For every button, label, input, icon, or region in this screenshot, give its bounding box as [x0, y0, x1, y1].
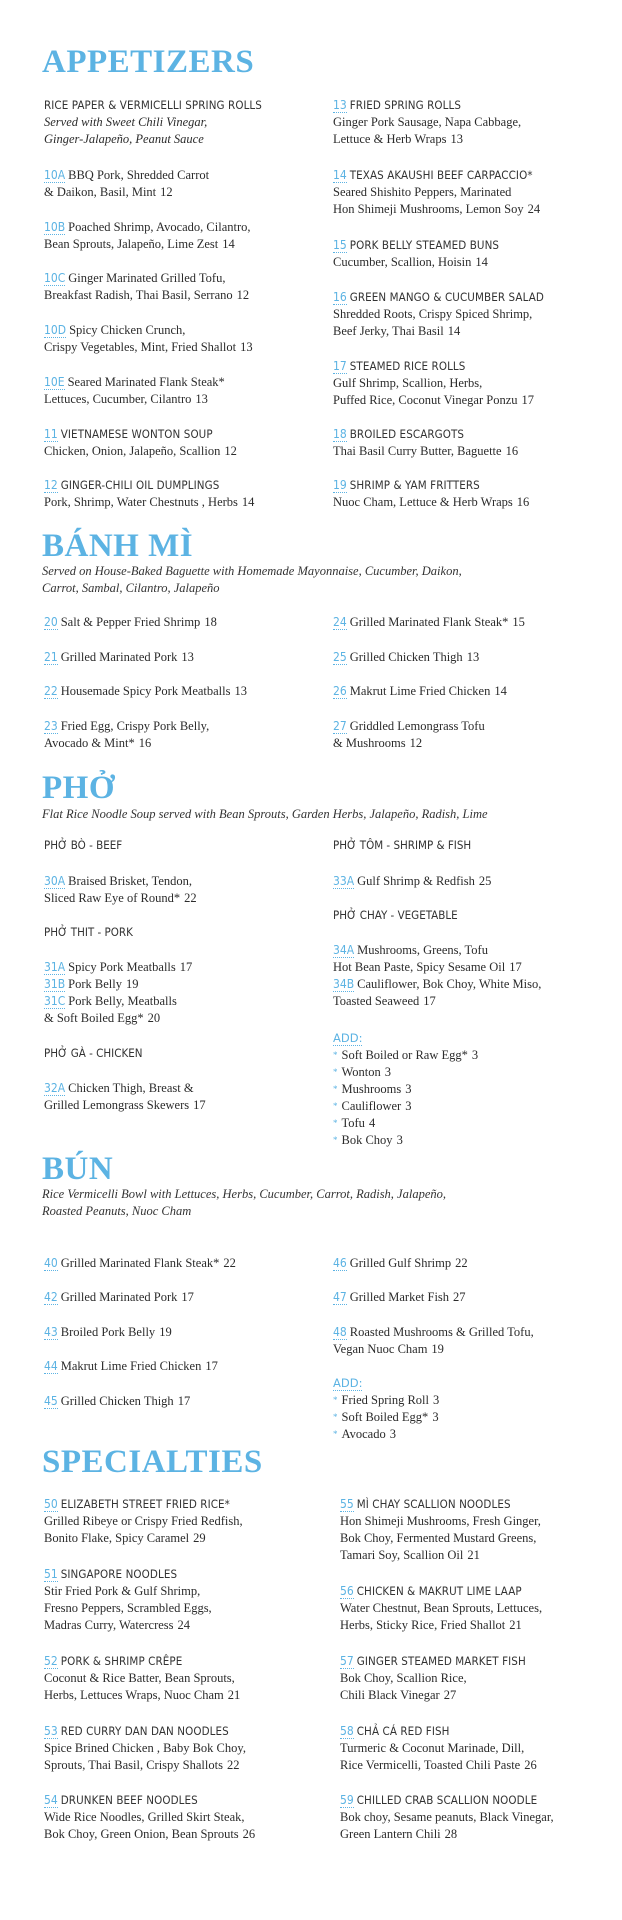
item-desc: Mushrooms, Greens, Tofu [357, 943, 488, 957]
item-name: SINGAPORE NOODLES [60, 1567, 178, 1581]
item-desc-2: Bonito Flake, Spicy Caramel [44, 1531, 190, 1545]
item-number: 14 [333, 168, 347, 182]
menu-item [44, 219, 319, 253]
item-desc: Gulf Shrimp & Redfish [357, 874, 475, 888]
item-price: 12 [409, 736, 423, 750]
item-name: VIETNAMESE WONTON SOUP [60, 427, 213, 441]
item-number: 27 [333, 719, 347, 733]
item-desc-2: Puffed Rice, Coconut Vinegar Ponzu [333, 393, 518, 407]
menu-item [340, 1496, 615, 1564]
item-price: 25 [478, 874, 492, 888]
item-number: 18 [333, 427, 347, 441]
item-desc: Hon Shimeji Mushrooms, Fresh Ginger, [340, 1514, 541, 1528]
item-price: 19 [125, 977, 139, 991]
menu-item [44, 1289, 319, 1306]
menu-item [44, 1358, 319, 1375]
item-number: 32A [44, 1081, 66, 1095]
item-number: 34B [333, 977, 355, 991]
item-desc: Thai Basil Curry Butter, Baguette [333, 444, 502, 458]
item-name: FRIED SPRING ROLLS [349, 98, 462, 112]
menu-item [44, 426, 319, 460]
item-number: 11 [44, 427, 58, 441]
item-number: 44 [44, 1359, 58, 1373]
menu-item [44, 374, 319, 408]
item-desc: Cucumber, Scallion, Hoisin [333, 255, 472, 269]
item-desc-2: & Daikon, Basil, Mint [44, 185, 157, 199]
item-number: 48 [333, 1325, 347, 1339]
item-name: GINGER-CHILI OIL DUMPLINGS [60, 478, 220, 492]
menu-item [333, 718, 608, 752]
add-price: 3 [384, 1065, 392, 1079]
item-desc: Poached Shrimp, Avocado, Cilantro, [68, 220, 251, 234]
menu-item [44, 1723, 319, 1774]
item-price: 15 [512, 615, 525, 629]
item-name: CHICKEN & MAKRUT LIME LAAP [356, 1584, 522, 1598]
item-price: 13 [234, 684, 247, 698]
item-price: 27 [453, 1290, 466, 1304]
menu-item [44, 477, 319, 511]
item-number: 31B [44, 977, 66, 991]
item-desc: Braised Brisket, Tendon, [68, 874, 193, 888]
item-desc: Gulf Shrimp, Scallion, Herbs, [333, 376, 483, 390]
item-desc-3: Madras Curry, Watercress [44, 1618, 174, 1632]
item-desc-2: Chili Black Vinegar [340, 1688, 440, 1702]
item-number: 52 [44, 1654, 58, 1668]
add-item: * Soft Boiled Egg* 3 [333, 1410, 439, 1424]
item-name: RICE PAPER & VERMICELLI SPRING ROLLS [44, 98, 262, 112]
item-desc: Grilled Marinated Flank Steak* [60, 1256, 220, 1270]
item-number: 22 [44, 684, 58, 698]
item-price: 17 [423, 994, 436, 1008]
item-desc-2: Hon Shimeji Mushrooms, Lemon Soy [333, 202, 524, 216]
item-price: 19 [159, 1325, 172, 1339]
bun-subtitle [42, 1186, 582, 1220]
item-number: 10C [44, 271, 66, 285]
item-desc: Wide Rice Noodles, Grilled Skirt Steak, [44, 1810, 245, 1824]
item-number: 12 [44, 478, 58, 492]
item-desc-2: Fresno Peppers, Scrambled Eggs, [44, 1601, 212, 1615]
menu-item [333, 167, 608, 218]
item-price: 17 [177, 1394, 191, 1408]
banhmi-title: BÁNH MÌ [42, 528, 194, 564]
item-desc: Housemade Spicy Pork Meatballs [60, 684, 231, 698]
item-desc: Coconut & Rice Batter, Bean Sprouts, [44, 1671, 235, 1685]
item-number: 45 [44, 1394, 58, 1408]
item-desc: Ginger Pork Sausage, Napa Cabbage, [333, 115, 522, 129]
menu-item [44, 1792, 319, 1843]
item-desc: Spicy Pork Meatballs [68, 960, 176, 974]
add-desc: Soft Boiled or Raw Egg* [341, 1048, 468, 1062]
item-price: 21 [509, 1618, 522, 1632]
menu-item [44, 270, 319, 304]
item-price: 14 [494, 684, 507, 698]
item-number: 26 [333, 684, 347, 698]
menu-item [44, 1255, 319, 1272]
item-price: 29 [193, 1531, 206, 1545]
item-number: 59 [340, 1793, 354, 1807]
bun-subtitle-line-1: Rice Vermicelli Bowl with Lettuces, Herbs, Cucumber, Carrot, Radish, Jalapeño, [42, 1187, 447, 1201]
item-price: 13 [181, 650, 194, 664]
bun-subtitle-line-2: Roasted Peanuts, Nuoc Cham [42, 1204, 192, 1218]
item-price: 18 [204, 615, 217, 629]
item-price: 16 [505, 444, 519, 458]
item-price: 12 [224, 444, 237, 458]
item-price: 14 [241, 495, 255, 509]
specialties-title: SPECIALTIES [42, 1444, 263, 1480]
item-desc: Bok choy, Sesame peanuts, Black Vinegar, [340, 1810, 554, 1824]
item-desc: Grilled Gulf Shrimp [349, 1256, 452, 1270]
item-desc-2: Lettuce & Herb Wraps [333, 132, 447, 146]
add-item: * Soft Boiled or Raw Egg* 3 [333, 1048, 479, 1062]
item-desc-2: Bok Choy, Green Onion, Bean Sprouts [44, 1827, 239, 1841]
menu-item [44, 683, 319, 700]
item-name: DRUNKEN BEEF NOODLES [60, 1793, 198, 1807]
item-number: 43 [44, 1325, 58, 1339]
add-item: * Cauliflower 3 [333, 1099, 412, 1113]
item-number: 47 [333, 1290, 347, 1304]
item-price: 17 [521, 393, 535, 407]
add-item: * Avocado 3 [333, 1427, 396, 1441]
item-price: 19 [431, 1342, 444, 1356]
item-number: 31C [44, 994, 66, 1008]
item-desc: Grilled Ribeye or Crispy Fried Redfish, [44, 1514, 243, 1528]
pho-thit-heading: PHỞ THIT - PORK [44, 925, 133, 939]
item-price: 17 [509, 960, 522, 974]
menu-item [44, 649, 319, 666]
menu-item [333, 358, 608, 409]
item-number: 31A [44, 960, 66, 974]
appetizers-title: APPETIZERS [42, 44, 255, 80]
item-number: 30A [44, 874, 66, 888]
menu-item [340, 1653, 615, 1704]
item-price: 13 [195, 392, 208, 406]
item-price: 13 [466, 650, 480, 664]
menu-item [340, 1583, 615, 1634]
add-item: * Fried Spring Roll 3 [333, 1393, 440, 1407]
item-price: 13 [240, 340, 253, 354]
item-name: GINGER STEAMED MARKET FISH [356, 1654, 526, 1668]
item-desc: Pork Belly [68, 977, 122, 991]
item-number: 42 [44, 1290, 58, 1304]
pho-tom-heading: PHỞ TÔM - SHRIMP & FISH [333, 838, 472, 852]
item-name: RED CURRY DAN DAN NOODLES [60, 1724, 229, 1738]
item-desc-2: Ginger-Jalapeño, Peanut Sauce [44, 132, 204, 146]
item-desc-2: Bok Choy, Fermented Mustard Greens, [340, 1531, 537, 1545]
add-desc: Tofu [341, 1116, 365, 1130]
item-number: 17 [333, 359, 347, 373]
menu-item [333, 97, 608, 148]
item-number: 10D [44, 323, 67, 337]
add-item: * Wonton 3 [333, 1065, 392, 1079]
item-desc: Ginger Marinated Grilled Tofu, [68, 271, 226, 285]
menu-item [333, 614, 608, 631]
item-number: 51 [44, 1567, 58, 1581]
item-name: BROILED ESCARGOTS [349, 427, 465, 441]
item-price: 28 [444, 1827, 458, 1841]
menu-item [333, 477, 608, 511]
item-desc-2: Beef Jerky, Thai Basil [333, 324, 444, 338]
add-desc: Wonton [341, 1065, 381, 1079]
item-desc: Seared Marinated Flank Steak* [67, 375, 225, 389]
item-name: ELIZABETH STREET FRIED RICE* [60, 1497, 230, 1511]
item-desc-2: Herbs, Lettuces Wraps, Nuoc Cham [44, 1688, 224, 1702]
item-desc-2: Sliced Raw Eye of Round* [44, 891, 181, 905]
item-price: 22 [226, 1758, 240, 1772]
item-desc: Grilled Marinated Flank Steak* [349, 615, 509, 629]
item-name: CHILLED CRAB SCALLION NOODLE [356, 1793, 538, 1807]
pho-subtitle: Flat Rice Noodle Soup served with Bean Sprouts, Garden Herbs, Jalapeño, Radish, Lime [42, 807, 488, 821]
menu-item [333, 1255, 608, 1272]
item-desc: Served with Sweet Chili Vinegar, [44, 115, 208, 129]
item-name: PORK BELLY STEAMED BUNS [349, 238, 500, 252]
menu-item [44, 993, 319, 1027]
item-name: GREEN MANGO & CUCUMBER SALAD [349, 290, 544, 304]
item-desc: Stir Fried Pork & Gulf Shrimp, [44, 1584, 201, 1598]
item-number: 13 [333, 98, 347, 112]
item-desc: Fried Egg, Crispy Pork Belly, [60, 719, 210, 733]
item-number: 58 [340, 1724, 354, 1738]
item-number: 55 [340, 1497, 354, 1511]
item-price: 12 [236, 288, 250, 302]
item-desc-2: Green Lantern Chili [340, 1827, 441, 1841]
item-desc-2: Avocado & Mint* [44, 736, 135, 750]
menu-item [333, 1289, 608, 1306]
item-price: 27 [443, 1688, 457, 1702]
item-name: MÌ CHAY SCALLION NOODLES [356, 1497, 511, 1511]
item-price: 12 [160, 185, 173, 199]
item-price: 26 [524, 1758, 537, 1772]
item-desc: Grilled Market Fish [349, 1290, 450, 1304]
item-desc: Water Chestnut, Bean Sprouts, Lettuces, [340, 1601, 543, 1615]
item-name: TEXAS AKAUSHI BEEF CARPACCIO* [349, 168, 533, 182]
menu-item [44, 322, 319, 356]
item-desc: Bok Choy, Scallion Rice, [340, 1671, 467, 1685]
item-desc-3: Tamari Soy, Scallion Oil [340, 1548, 464, 1562]
menu-item [340, 1792, 615, 1843]
banhmi-subtitle-line-2: Carrot, Sambal, Cilantro, Jalapeño [42, 581, 220, 595]
add-price: 3 [405, 1099, 412, 1113]
item-price: 20 [147, 1011, 161, 1025]
item-price: 24 [177, 1618, 191, 1632]
item-desc: Seared Shishito Peppers, Marinated [333, 185, 512, 199]
item-number: 15 [333, 238, 347, 252]
item-desc-2: Crispy Vegetables, Mint, Fried Shallot [44, 340, 237, 354]
item-number: 56 [340, 1584, 354, 1598]
add-desc: Cauliflower [341, 1099, 402, 1113]
item-desc: Nuoc Cham, Lettuce & Herb Wraps [333, 495, 513, 509]
item-desc-2: & Soft Boiled Egg* [44, 1011, 144, 1025]
item-price: 14 [222, 237, 235, 251]
item-desc-2: Breakfast Radish, Thai Basil, Serrano [44, 288, 233, 302]
banhmi-subtitle [42, 563, 582, 597]
menu-item [333, 237, 608, 271]
item-number: 23 [44, 719, 58, 733]
pho-bo-heading: PHỞ BÒ - BEEF [44, 838, 123, 852]
pho-ga-heading: PHỞ GÀ - CHICKEN [44, 1046, 143, 1060]
item-number: 50 [44, 1497, 58, 1511]
item-price: 17 [193, 1098, 206, 1112]
item-number: 57 [340, 1654, 354, 1668]
item-desc: Turmeric & Coconut Marinade, Dill, [340, 1741, 525, 1755]
add-item: * Tofu 4 [333, 1116, 376, 1130]
add-label: ADD: [333, 1376, 363, 1390]
menu-item [44, 1496, 319, 1547]
item-price: 16 [516, 495, 530, 509]
item-number: 25 [333, 650, 347, 664]
item-price: 16 [138, 736, 152, 750]
add-price: 4 [368, 1116, 376, 1130]
menu-item [44, 873, 319, 907]
menu-item [333, 289, 608, 340]
menu-item [44, 976, 319, 993]
item-price: 14 [447, 324, 461, 338]
add-item: * Mushrooms 3 [333, 1082, 412, 1096]
menu-item [44, 718, 319, 752]
item-desc: Griddled Lemongrass Tofu [349, 719, 485, 733]
menu-item [44, 1566, 319, 1634]
add-desc: Fried Spring Roll [341, 1393, 430, 1407]
add-price: 3 [471, 1048, 479, 1062]
pho-chay-heading: PHỞ CHAY - VEGETABLE [333, 908, 458, 922]
item-desc: Broiled Pork Belly [60, 1325, 156, 1339]
menu-item [44, 614, 319, 631]
pho-title: PHỞ [42, 770, 115, 806]
menu-item [333, 649, 608, 666]
menu-item [44, 167, 319, 201]
item-desc: Shredded Roots, Crispy Spiced Shrimp, [333, 307, 533, 321]
menu-item [333, 1324, 608, 1358]
bun-add-ons [333, 1375, 439, 1443]
item-desc: Makrut Lime Fried Chicken [349, 684, 491, 698]
item-desc-2: Rice Vermicelli, Toasted Chili Paste [340, 1758, 521, 1772]
item-number: 46 [333, 1256, 347, 1270]
item-desc-2: Herbs, Sticky Rice, Fried Shallot [340, 1618, 506, 1632]
item-price: 26 [242, 1827, 256, 1841]
item-desc: Cauliflower, Bok Choy, White Miso, [357, 977, 542, 991]
item-price: 17 [179, 960, 193, 974]
menu-item [340, 1723, 615, 1774]
item-price: 21 [227, 1688, 241, 1702]
add-price: 3 [396, 1133, 403, 1147]
bun-title: BÚN [42, 1151, 114, 1187]
menu-item [333, 942, 608, 976]
item-price: 22 [184, 891, 197, 905]
item-price: 17 [205, 1359, 218, 1373]
add-desc: Soft Boiled Egg* [341, 1410, 429, 1424]
item-number: 34A [333, 943, 355, 957]
add-desc: Mushrooms [341, 1082, 402, 1096]
item-desc-2: Lettuces, Cucumber, Cilantro [44, 392, 192, 406]
item-desc: Grilled Marinated Pork [60, 1290, 178, 1304]
item-desc: Salt & Pepper Fried Shrimp [60, 615, 201, 629]
item-number: 40 [44, 1256, 58, 1270]
item-number: 54 [44, 1793, 58, 1807]
item-name: STEAMED RICE ROLLS [349, 359, 466, 373]
item-number: 16 [333, 290, 347, 304]
item-price: 21 [467, 1548, 480, 1562]
item-desc: Grilled Chicken Thigh [60, 1394, 174, 1408]
menu-item [333, 976, 608, 1010]
item-number: 10B [44, 220, 66, 234]
add-item: * Bok Choy 3 [333, 1133, 403, 1147]
item-number: 10E [44, 375, 65, 389]
item-desc: Grilled Chicken Thigh [349, 650, 463, 664]
add-desc: Avocado [341, 1427, 386, 1441]
item-number: 19 [333, 478, 347, 492]
item-price: 13 [450, 132, 463, 146]
item-desc: Roasted Mushrooms & Grilled Tofu, [349, 1325, 534, 1339]
menu-item [44, 1324, 319, 1341]
item-desc: Pork, Shrimp, Water Chestnuts , Herbs [44, 495, 238, 509]
item-price: 17 [181, 1290, 194, 1304]
item-desc: Makrut Lime Fried Chicken [60, 1359, 202, 1373]
item-desc: Grilled Marinated Pork [60, 650, 178, 664]
item-desc-2: & Mushrooms [333, 736, 406, 750]
item-number: 10A [44, 168, 66, 182]
item-desc-2: Bean Sprouts, Jalapeño, Lime Zest [44, 237, 219, 251]
item-desc-2: Hot Bean Paste, Spicy Sesame Oil [333, 960, 506, 974]
item-name: SHRIMP & YAM FRITTERS [349, 478, 480, 492]
add-desc: Bok Choy [341, 1133, 393, 1147]
item-name: CHẢ CÁ RED FISH [356, 1724, 450, 1738]
add-price: 3 [405, 1082, 412, 1096]
item-number: 24 [333, 615, 347, 629]
item-name: PORK & SHRIMP CRÊPE [60, 1654, 183, 1668]
item-desc: BBQ Pork, Shredded Carrot [68, 168, 210, 182]
item-desc: Pork Belly, Meatballs [68, 994, 177, 1008]
add-price: 3 [389, 1427, 396, 1441]
menu-item [44, 1393, 319, 1410]
banhmi-subtitle-line-1: Served on House-Baked Baguette with Homemade Mayonnaise, Cucumber, Daikon, [42, 564, 462, 578]
menu-item [333, 426, 608, 460]
item-number: 21 [44, 650, 58, 664]
item-number: 53 [44, 1724, 58, 1738]
item-price: 24 [527, 202, 541, 216]
item-desc-2: Vegan Nuoc Cham [333, 1342, 428, 1356]
item-desc: Spicy Chicken Crunch, [69, 323, 186, 337]
pho-add-ons [333, 1030, 478, 1149]
item-desc-2: Sprouts, Thai Basil, Crispy Shallots [44, 1758, 223, 1772]
item-price: 14 [475, 255, 488, 269]
item-desc: Chicken, Onion, Jalapeño, Scallion [44, 444, 221, 458]
add-label: ADD: [333, 1031, 363, 1045]
menu-item [44, 1080, 319, 1114]
add-price: 3 [433, 1393, 440, 1407]
menu-item [333, 683, 608, 700]
menu-item [44, 97, 319, 148]
item-desc: Spice Brined Chicken , Baby Bok Choy, [44, 1741, 246, 1755]
item-desc: Chicken Thigh, Breast & [68, 1081, 194, 1095]
item-number: 33A [333, 874, 355, 888]
item-desc-2: Grilled Lemongrass Skewers [44, 1098, 190, 1112]
item-price: 22 [223, 1256, 236, 1270]
menu-item [44, 959, 319, 976]
menu-item [44, 1653, 319, 1704]
item-price: 22 [455, 1256, 468, 1270]
item-desc-2: Toasted Seaweed [333, 994, 420, 1008]
menu-item [333, 873, 608, 890]
add-price: 3 [432, 1410, 439, 1424]
item-number: 20 [44, 615, 58, 629]
